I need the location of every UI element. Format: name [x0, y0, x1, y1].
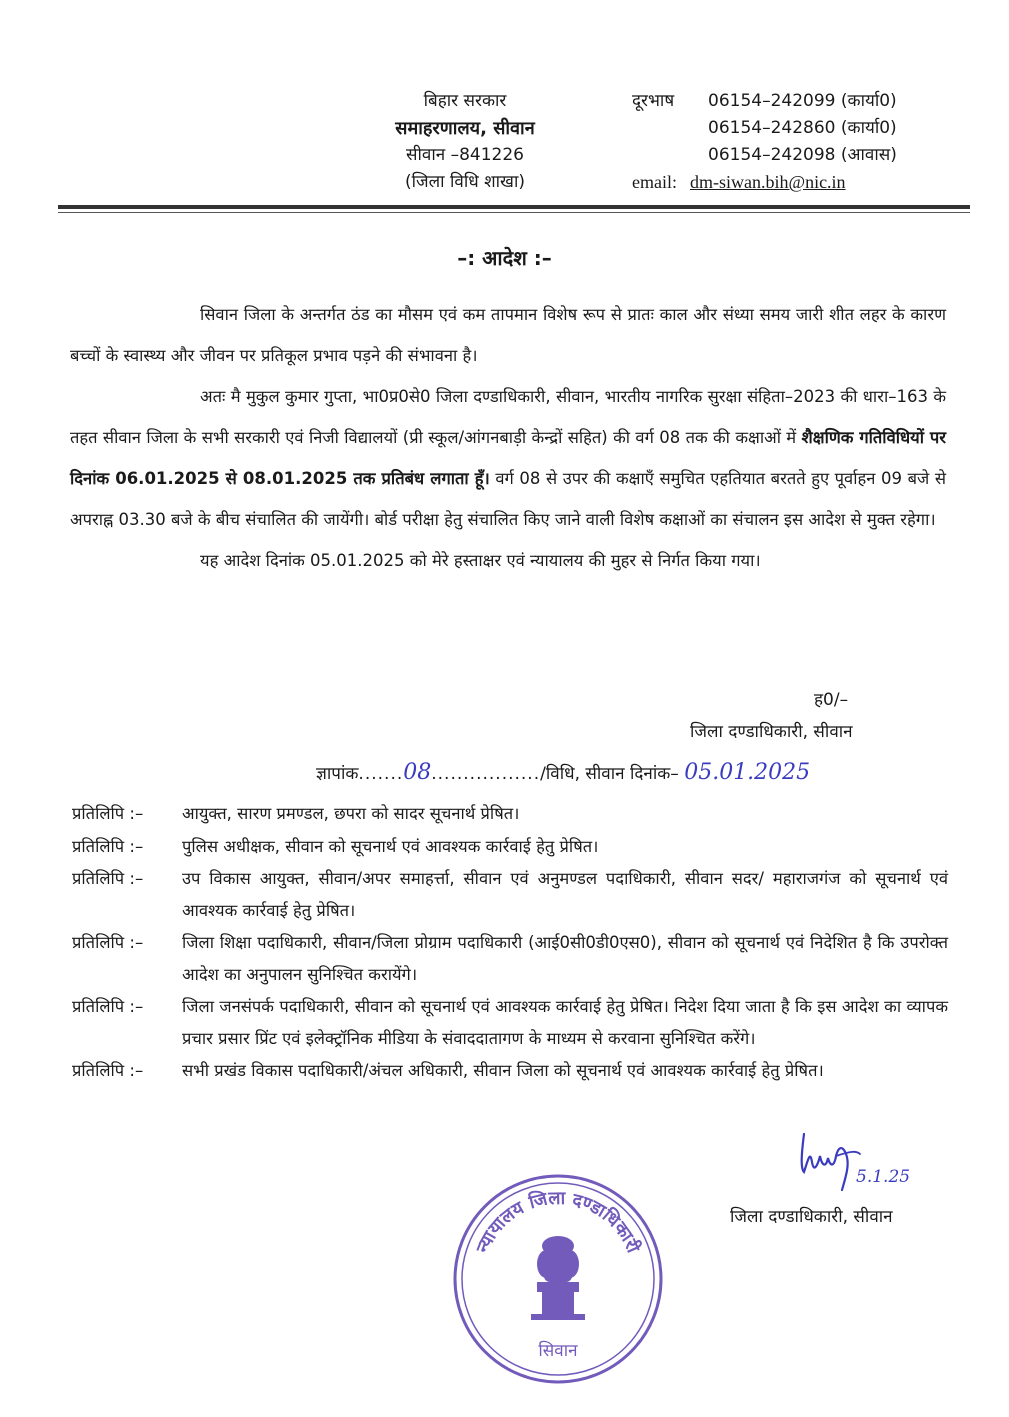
restriction-text: शैक्षणिक गतिविधियों पर दिनांक 06.01.2025 से 08.01.2025 तक प्रतिबंध लगाता हूँ। [70, 428, 946, 488]
memo-prefix: ज्ञापांक [316, 764, 359, 784]
memo-number: 08 [403, 760, 432, 785]
national-emblem-icon [531, 1236, 585, 1320]
phone-2: 06154–242860 (कार्या0) [708, 118, 897, 138]
seal-bottom-text: सिवान [538, 1341, 578, 1361]
copy-text: आयुक्त, सारण प्रमण्डल, छपरा को सादर सूचनार्थ प्रेषित। [182, 804, 520, 823]
office-header [330, 88, 600, 196]
office-address: सीवान –841226 [406, 145, 524, 165]
copy-label: प्रतिलिपि :– [72, 997, 144, 1016]
copy-label: प्रतिलिपि :– [72, 836, 144, 856]
copy-text: सभी प्रखंड विकास पदाधिकारी/अंचल अधिकारी, सीवान जिला को सूचनार्थ एवं आवश्यक कार्रवाई हेतु प्रेषित। [182, 1061, 824, 1080]
copy-list [72, 798, 948, 1088]
para2-start: अतः मै मुकुल कुमार गुप्ता, भा0प्र0से0 जिला दण्डाधिकारी, सीवान, भारतीय नागरिक सुरक्षा संहिता–2023 की धारा–163 के तहत सीवान जिला के सभी सरकारी एवं निजी विद्यालयों (प्री स्कूल/आंगनबाड़ी केन्द्रों सहित) की वर्ग 08 तक की कक्षाओं में [70, 387, 946, 447]
copy-label: प्रतिलिपि :– [72, 869, 144, 888]
handwritten-signature [796, 1120, 926, 1200]
copy-item [72, 831, 948, 863]
copy-text: पुलिस अधीक्षक, सीवान को सूचनार्थ एवं आवश्यक कार्रवाई हेतु प्रेषित। [182, 836, 599, 856]
memo-line: ज्ञापांक.......08................./विधि, सीवान दिनांक– 05.01.2025 [316, 760, 811, 785]
signatory-designation-bottom: जिला दण्डाधिकारी, सीवान [730, 1207, 893, 1227]
official-seal [447, 1168, 669, 1390]
copy-text: जिला जनसंपर्क पदाधिकारी, सीवान को सूचनार्थ एवं आवश्यक कार्रवाई हेतु प्रेषित। निदेश दिया जाता है कि इस आदेश का व्यापक प्रचार प्रसार प्रिंट एवं इलेक्ट्रॉनिक मीडिया के संवाददातागण के माध्यम से करवाना सुनिश्चित करेंगे। [182, 997, 948, 1048]
phone-1: 06154–242099 (कार्या0) [708, 91, 897, 111]
header-divider [58, 205, 970, 209]
phone-label: दूरभाष [632, 91, 675, 111]
page-title: –: आदेश :– [457, 246, 552, 270]
govt-name: बिहार सरकार [423, 91, 507, 111]
order-paragraph-3: यह आदेश दिनांक 05.01.2025 को मेरे हस्ताक्षर एवं न्यायालय की मुहर से निर्गत किया गया। [200, 551, 761, 570]
order-body [70, 294, 946, 581]
header-divider-thin [58, 212, 970, 213]
copy-label: प्रतिलिपि :– [72, 804, 144, 823]
office-name: समाहरणालय, सीवान [395, 118, 535, 139]
copy-label: प्रतिलिपि :– [72, 933, 144, 952]
copy-item [72, 863, 948, 926]
copy-text: जिला शिक्षा पदाधिकारी, सीवान/जिला प्रोग्राम पदाधिकारी (आई0सी0डी0एस0), सीवान को सूचनार्थ एवं निदेशित है कि उपरोक्त आदेश का अनुपालन सुनिश्चित करायेंगे। [182, 933, 948, 984]
copy-item [72, 1055, 948, 1087]
copy-item [72, 927, 948, 990]
signature-date: 5.1.25 [856, 1167, 911, 1187]
order-paragraph-2 [70, 376, 946, 540]
email-label: email: [632, 172, 677, 192]
signed-mark: ह0/– [814, 690, 849, 710]
copy-item [72, 991, 948, 1054]
order-paragraph-1: सिवान जिला के अन्तर्गत ठंड का मौसम एवं कम तापमान विशेष रूप से प्रातः काल और संध्या समय जारी शीत लहर के कारण बच्चों के स्वास्थ्य और जीवन पर प्रतिकूल प्रभाव पड़ने की संभावना है। [70, 305, 946, 365]
para2-end: वर्ग 08 से उपर की कक्षाएँ समुचित एहतियात बरतते हुए पूर्वाहन 09 बजे से अपराह्न 03.30 बजे के बीच संचालित की जायेंगी। बोर्ड परीक्षा हेतु संचालित किए जाने वाली विशेष कक्षाओं का संचालन इस आदेश से मुक्त रहेगा। [70, 469, 946, 529]
memo-date: 05.01.2025 [684, 760, 811, 785]
signatory-designation: जिला दण्डाधिकारी, सीवान [690, 722, 853, 742]
copy-label: प्रतिलिपि :– [72, 1061, 144, 1080]
email-link[interactable]: dm-siwan.bih@nic.in [690, 172, 846, 192]
copy-text: उप विकास आयुक्त, सीवान/अपर समाहर्त्ता, सीवान एवं अनुमण्डल पदाधिकारी, सीवान सदर/ महाराजगंज को सूचनार्थ एवं आवश्यक कार्रवाई हेतु प्रेषित। [182, 869, 948, 920]
memo-middle: /विधि, सीवान दिनांक– [540, 764, 679, 784]
seal-text: न्यायालय जिला दण्डाधिकारी [472, 1187, 644, 1256]
phone-3: 06154–242098 (आवास) [708, 145, 897, 165]
contact-block [632, 88, 897, 196]
copy-item [72, 798, 948, 830]
office-branch: (जिला विधि शाखा) [404, 172, 525, 192]
signature-block-top [690, 684, 945, 748]
